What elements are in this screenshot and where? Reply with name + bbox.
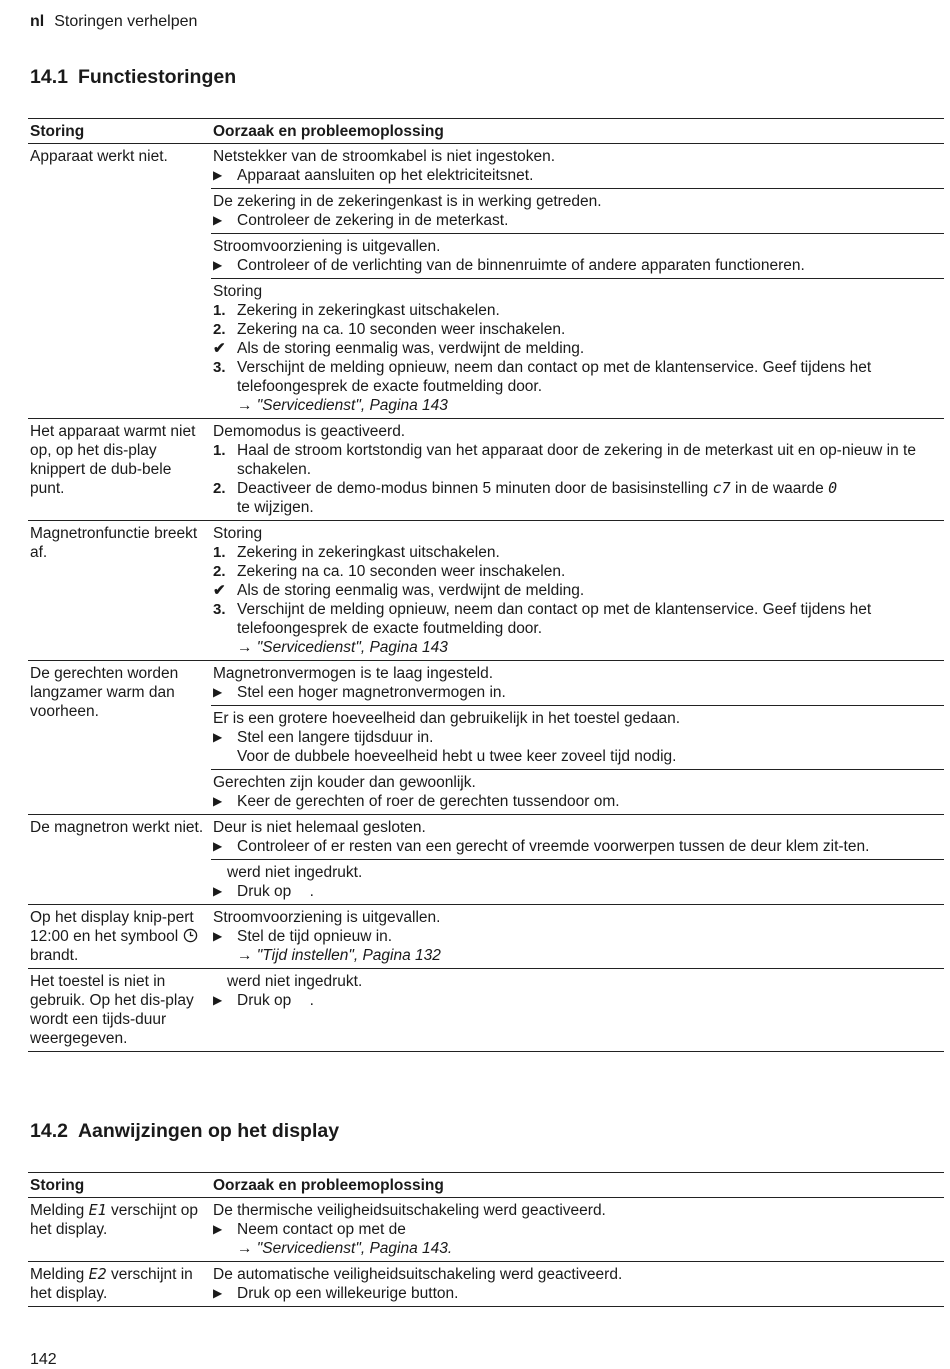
bullet-icon: ▶ — [213, 1286, 223, 1300]
bullet-icon: ▶ — [213, 213, 223, 227]
display-symbol-0: 0 — [828, 479, 838, 497]
cause-cell — [211, 419, 944, 521]
cause-cell — [211, 661, 944, 815]
cause-block: Demomodus is geactiveerd. 1. Haal de stroom kortstondig van het apparaat door de zekering in de meterkast uit en op-nieuw in te schakelen. 2. Deactiveer de demo-modus binnen 5 minuten door de basisinstelling c7 in de waarde 0 te wijzigen. — [213, 423, 916, 516]
cause-block: Stroomvoorziening is uitgevallen. ▶ Stel de tijd opnieuw in. → "Tijd instellen", Pagina 132 — [211, 905, 944, 968]
display-messages-table — [28, 1172, 944, 1307]
cause-block: Er is een grotere hoeveelheid dan gebruikelijk in het toestel gedaan. ▶ Stel een langere tijdsduur in. Voor de dubbele hoeveelheid hebt u twee keer zoveel tijd nodig. — [211, 706, 944, 770]
fault-cell: De magnetron werkt niet. — [28, 815, 211, 905]
fault-cell: Magnetronfunctie breekt af. — [28, 521, 211, 661]
bullet-icon: ▶ — [213, 993, 223, 1007]
error-code-e2: E2 — [88, 1265, 107, 1283]
section-title-14-1: 14.1 Functiestoringen — [30, 66, 237, 88]
table-row — [28, 905, 944, 969]
check-icon: ✔ — [213, 582, 226, 599]
cause-cell — [211, 1262, 944, 1307]
bullet-icon: ▶ — [213, 730, 223, 744]
fault-cell: Apparaat werkt niet. — [28, 144, 211, 419]
header-title: Storingen verhelpen — [54, 13, 198, 30]
cause-block: De zekering in de zekeringenkast is in werking getreden. ▶ Controleer de zekering in de meterkast. — [211, 189, 944, 234]
column-header-oorzaak: Oorzaak en probleemoplossing — [211, 1173, 944, 1198]
check-icon: ✔ — [213, 340, 226, 357]
cause-block: Magnetronvermogen is te laag ingesteld. ▶ Stel een hoger magnetronvermogen in. — [211, 661, 944, 706]
table-row — [28, 521, 944, 661]
cause-block: Stroomvoorziening is uitgevallen. ▶ Controleer of de verlichting van de binnenruimte of andere apparaten functioneren. — [211, 234, 944, 279]
table-row — [28, 1262, 944, 1307]
bullet-icon: ▶ — [213, 794, 223, 808]
cause-block: Deur is niet helemaal gesloten. ▶ Controleer of er resten van een gerecht of vreemde voorwerpen tussen de deur klem zit-ten. — [211, 815, 944, 860]
cause-cell — [211, 905, 944, 969]
bullet-icon: ▶ — [213, 168, 223, 182]
language-code: nl — [30, 13, 45, 30]
column-header-storing: Storing — [28, 119, 211, 144]
bullet-icon: ▶ — [213, 884, 223, 898]
column-header-oorzaak: Oorzaak en probleemoplossing — [211, 119, 944, 144]
table-row — [28, 144, 944, 419]
cause-block: werd niet ingedrukt. ▶ Druk op . — [213, 973, 363, 1009]
cross-reference: → "Servicedienst", Pagina 143 — [237, 397, 448, 414]
column-header-storing: Storing — [28, 1173, 211, 1198]
fault-cell: Het toestel is niet in gebruik. Op het dis-play wordt een tijds-duur weergegeven. — [28, 969, 211, 1052]
clock-icon — [183, 928, 198, 943]
bullet-icon: ▶ — [213, 685, 223, 699]
cause-cell — [211, 1198, 944, 1262]
cross-reference: → "Tijd instellen", Pagina 132 — [237, 947, 441, 964]
cause-cell — [211, 521, 944, 661]
function-faults-table — [28, 118, 944, 1052]
table-row — [28, 815, 944, 905]
table-row — [28, 419, 944, 521]
cross-reference: → "Servicedienst", Pagina 143. — [237, 1240, 453, 1257]
bullet-icon: ▶ — [213, 929, 223, 943]
cause-block: Gerechten zijn kouder dan gewoonlijk. ▶ Keer de gerechten of roer de gerechten tussendoor om. — [213, 774, 620, 810]
page-header — [30, 12, 197, 31]
fault-cell: Melding E2 verschijnt in het display. — [28, 1262, 211, 1307]
cause-block: De thermische veiligheidsuitschakeling werd geactiveerd. ▶ Neem contact op met de → "Servicedienst", Pagina 143. — [211, 1198, 944, 1261]
page-number: 142 — [30, 1351, 57, 1368]
fault-cell: Op het display knip-pert 12:00 en het symbool brandt. — [28, 905, 211, 969]
cause-cell — [211, 144, 944, 419]
cause-block: werd niet ingedrukt. ▶ Druk op . — [213, 864, 363, 900]
bullet-icon: ▶ — [213, 839, 223, 853]
cross-reference: → "Servicedienst", Pagina 143 — [237, 639, 448, 656]
cause-cell — [211, 815, 944, 905]
cause-block: Netstekker van de stroomkabel is niet ingestoken. ▶ Apparaat aansluiten op het elektriciteitsnet. — [211, 144, 944, 189]
cause-cell — [211, 969, 944, 1052]
table-row — [28, 1198, 944, 1262]
bullet-icon: ▶ — [213, 258, 223, 272]
cause-block: Storing 1. Zekering in zekeringkast uitschakelen. 2. Zekering na ca. 10 seconden weer inschakelen. ✔ Als de storing eenmalig was, verdwijnt de melding. 3. Verschijnt de melding opnieuw, neem dan contact op met de klantenservice. Geef tijdens het telefoongesprek de exacte foutmelding door. → "Servicedienst", Pagina 143 — [211, 521, 944, 660]
display-symbol-c7: c7 — [712, 479, 731, 497]
table-row — [28, 661, 944, 815]
bullet-icon: ▶ — [213, 1222, 223, 1236]
section-title-14-2: 14.2 Aanwijzingen op het display — [30, 1120, 340, 1142]
cause-block: Storing 1. Zekering in zekeringkast uitschakelen. 2. Zekering na ca. 10 seconden weer inschakelen. ✔ Als de storing eenmalig was, verdwijnt de melding. 3. Verschijnt de melding opnieuw, neem dan contact op met de klantenservice. Geef tijdens het telefoongesprek de exacte foutmelding door. → "Servicedienst", Pagina 143 — [211, 279, 944, 418]
fault-cell: Het apparaat warmt niet op, op het dis-play knippert de dub-bele punt. — [28, 419, 211, 521]
fault-cell: De gerechten worden langzamer warm dan voorheen. — [28, 661, 211, 815]
error-code-e1: E1 — [88, 1201, 107, 1219]
table-row — [28, 969, 944, 1052]
fault-cell: Melding E1 verschijnt op het display. — [28, 1198, 211, 1262]
cause-block: De automatische veiligheidsuitschakeling werd geactiveerd. ▶ Druk op een willekeurige button. — [213, 1266, 623, 1302]
